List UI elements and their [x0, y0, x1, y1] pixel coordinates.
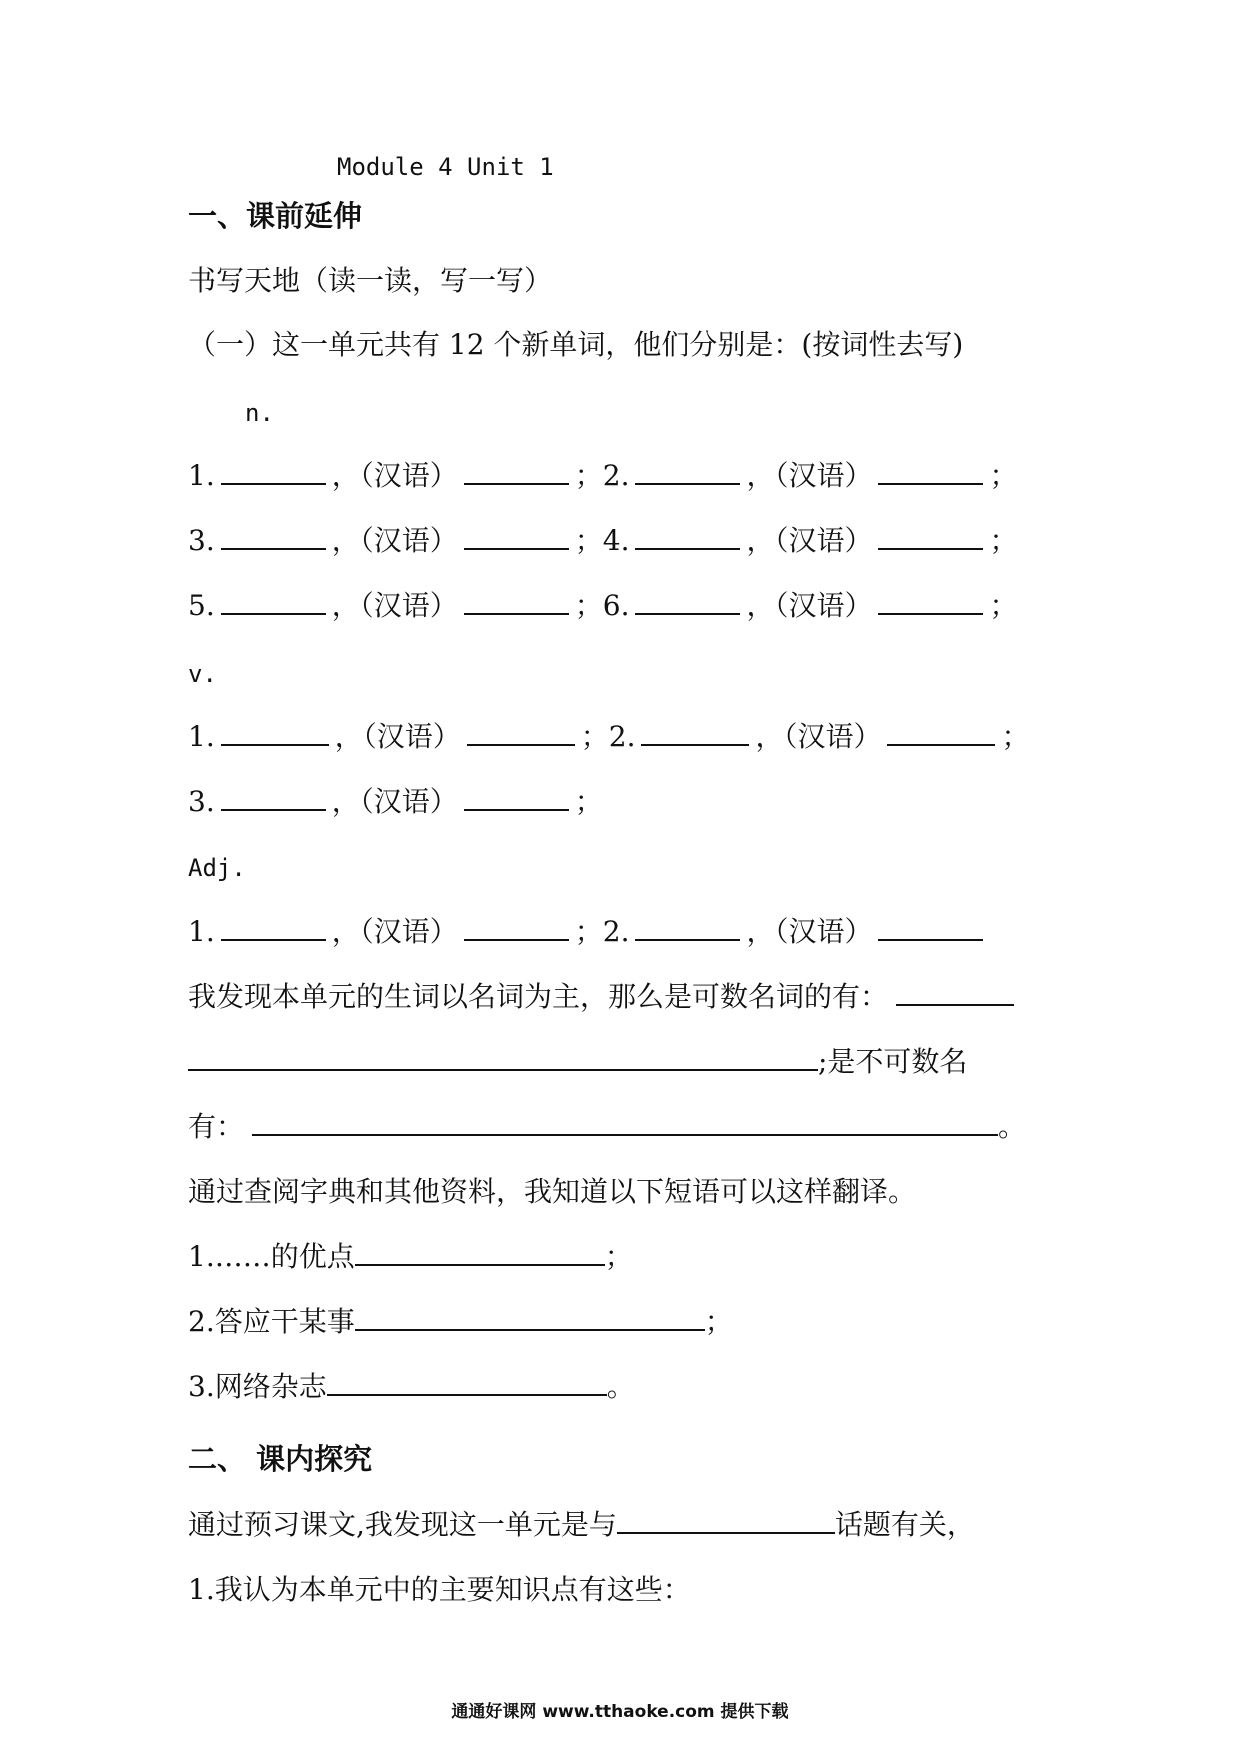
phrase-blank-1[interactable] [355, 1237, 605, 1266]
phrase-end: ； [604, 1240, 633, 1273]
separator: ； [574, 589, 603, 622]
phrase-text: 2.答应干某事 [188, 1305, 355, 1338]
verb-row-1 [188, 717, 1030, 757]
phrase-item-3 [188, 1367, 635, 1407]
topic-post: 话题有关， [834, 1508, 975, 1541]
chinese-blank[interactable] [887, 717, 995, 746]
separator: ； [574, 459, 603, 492]
countable-continued-line [188, 1042, 967, 1082]
item-number: 2. [602, 459, 630, 492]
noun-row-3 [188, 586, 1018, 626]
uncountable-label: 有： [188, 1110, 245, 1143]
item-number: 2. [608, 720, 636, 753]
item-number: 6. [602, 589, 630, 622]
chinese-label: ，（汉语） [746, 589, 873, 622]
chinese-blank[interactable] [467, 717, 575, 746]
noun-row-1 [188, 456, 1018, 496]
separator: ； [574, 915, 603, 948]
phrase-item-1 [188, 1237, 633, 1277]
chinese-label: ，（汉语） [331, 785, 458, 818]
countable-blank-continued[interactable] [188, 1042, 818, 1071]
footer-credit: 通通好课网 www.tthaoke.com 提供下载 [451, 1702, 789, 1722]
topic-blank[interactable] [617, 1505, 835, 1534]
chinese-blank[interactable] [464, 782, 569, 811]
word-blank[interactable] [221, 456, 326, 485]
section2-heading: 二、 课内探究 [188, 1442, 373, 1476]
chinese-blank[interactable] [878, 456, 983, 485]
chinese-blank[interactable] [878, 586, 983, 615]
phrase-blank-3[interactable] [327, 1367, 607, 1396]
section1-subheading: 书写天地（读一读，写一写） [188, 264, 553, 297]
chinese-blank[interactable] [878, 521, 983, 550]
chinese-label: ，（汉语） [334, 720, 461, 753]
chinese-blank[interactable] [464, 521, 569, 550]
page-title: Module 4 Unit 1 [337, 153, 554, 181]
separator: ； [574, 524, 603, 557]
item-number: 1. [188, 915, 215, 948]
chinese-label: ，（汉语） [331, 589, 458, 622]
separator: ； [574, 785, 603, 818]
period: 。 [998, 1110, 1027, 1143]
word-blank[interactable] [221, 782, 326, 811]
separator: ； [989, 589, 1018, 622]
verb-row-2 [188, 782, 603, 822]
adj-row-1 [188, 912, 989, 952]
chinese-blank[interactable] [878, 912, 983, 941]
chinese-label: ，（汉语） [331, 915, 458, 948]
item-number: 3. [188, 524, 215, 557]
phrase-end: 。 [606, 1370, 635, 1403]
noun-row-2 [188, 521, 1018, 561]
topic-pre: 通过预习课文,我发现这一单元是与 [188, 1508, 617, 1541]
uncountable-blank[interactable] [252, 1107, 998, 1136]
word-blank[interactable] [221, 586, 326, 615]
item-number: 5. [188, 589, 215, 622]
phrase-blank-2[interactable] [355, 1302, 705, 1331]
countable-text: 我发现本单元的生词以名词为主，那么是可数名词的有： [188, 980, 889, 1013]
item-number: 3. [188, 785, 215, 818]
uncountable-text: ;是不可数名 [818, 1045, 968, 1078]
countable-line [188, 977, 1014, 1017]
chinese-label: ，（汉语） [746, 915, 873, 948]
chinese-label: ，（汉语） [746, 459, 873, 492]
separator: ； [989, 459, 1018, 492]
separator: ； [580, 720, 609, 753]
chinese-blank[interactable] [464, 912, 569, 941]
word-blank[interactable] [635, 521, 740, 550]
section1-heading: 一、课前延伸 [188, 199, 363, 233]
adj-label: Adj. [188, 854, 246, 882]
topic-line [188, 1505, 975, 1545]
word-blank[interactable] [635, 456, 740, 485]
item-number: 2. [602, 915, 630, 948]
word-blank[interactable] [641, 717, 749, 746]
countable-blank[interactable] [896, 977, 1014, 1006]
chinese-blank[interactable] [464, 456, 569, 485]
chinese-label: ，（汉语） [755, 720, 882, 753]
item-number: 4. [602, 524, 630, 557]
separator: ； [1001, 720, 1030, 753]
uncountable-line [188, 1107, 1026, 1147]
word-blank[interactable] [635, 586, 740, 615]
section1-intro: （一）这一单元共有 12 个新单词，他们分别是：(按词性去写) [188, 328, 964, 361]
phrase-end: ； [704, 1305, 733, 1338]
phrase-text: 3.网络杂志 [188, 1370, 327, 1403]
separator: ； [989, 524, 1018, 557]
noun-label: n. [245, 399, 274, 427]
item-number: 1. [188, 459, 215, 492]
chinese-label: ，（汉语） [331, 459, 458, 492]
phrase-text: 1.……的优点 [188, 1240, 355, 1273]
chinese-label: ，（汉语） [331, 524, 458, 557]
chinese-blank[interactable] [464, 586, 569, 615]
word-blank[interactable] [635, 912, 740, 941]
word-blank[interactable] [221, 521, 326, 550]
chinese-label: ，（汉语） [746, 524, 873, 557]
word-blank[interactable] [221, 717, 329, 746]
knowledge-item-1: 1.我认为本单元中的主要知识点有这些： [188, 1573, 691, 1606]
phrase-item-2 [188, 1302, 733, 1342]
verb-label: v. [188, 660, 217, 688]
item-number: 1. [188, 720, 215, 753]
word-blank[interactable] [221, 912, 326, 941]
phrases-intro: 通过查阅字典和其他资料，我知道以下短语可以这样翻译。 [188, 1175, 917, 1208]
